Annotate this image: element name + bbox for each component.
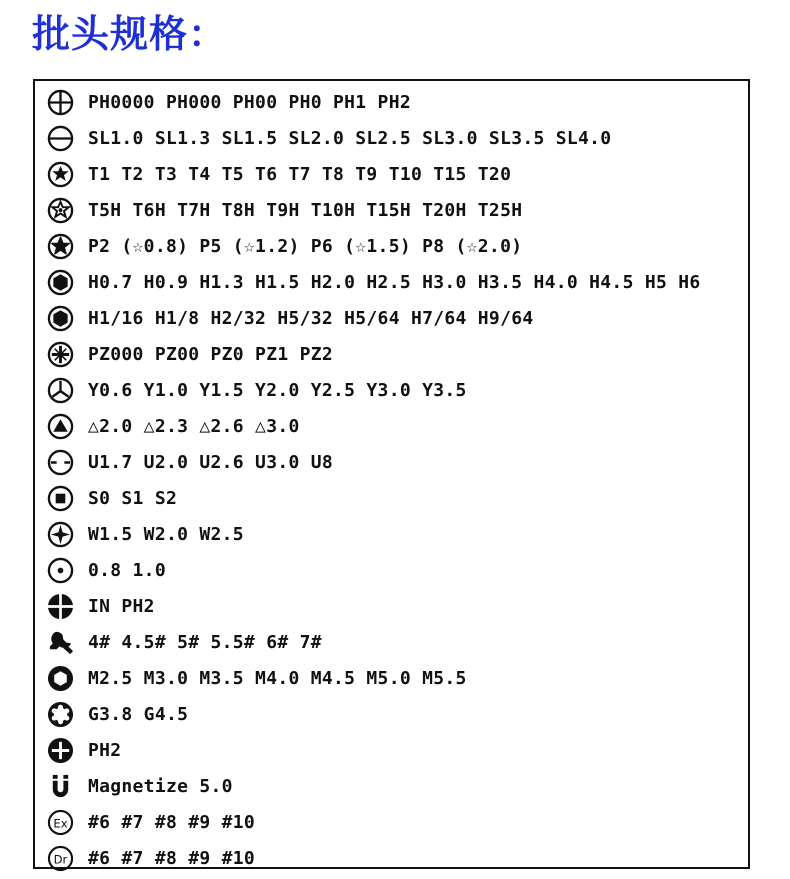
spec-row xyxy=(47,769,233,803)
spec-row xyxy=(47,661,467,695)
spec-row xyxy=(47,517,244,551)
spec-row xyxy=(47,157,511,191)
spec-text: W1.5 W2.0 W2.5 xyxy=(88,523,244,545)
spec-row xyxy=(47,265,701,299)
spec-text: △2.0 △2.3 △2.6 △3.0 xyxy=(88,415,300,437)
spec-row xyxy=(47,625,322,659)
spec-text: U1.7 U2.0 U2.6 U3.0 U8 xyxy=(88,451,334,473)
spec-text: Y0.6 Y1.0 Y1.5 Y2.0 Y2.5 Y3.0 Y3.5 xyxy=(88,379,467,401)
torx-icon xyxy=(47,161,74,188)
spec-row xyxy=(47,697,188,731)
page-title: 批头规格： xyxy=(32,12,228,56)
torx-security-icon xyxy=(47,197,74,224)
extension-icon xyxy=(47,809,74,836)
spec-text: #6 #7 #8 #9 #10 xyxy=(88,811,256,833)
svg-text:Dr: Dr xyxy=(53,851,68,866)
pozidriv-icon xyxy=(47,341,74,368)
spec-row xyxy=(47,733,121,767)
spec-text: S0 S1 S2 xyxy=(88,487,178,509)
pentalobe-icon xyxy=(47,233,74,260)
spec-row xyxy=(47,121,611,155)
phillips-filled-icon xyxy=(47,737,74,764)
hex-icon xyxy=(47,269,74,296)
spec-text: 4# 4.5# 5# 5.5# 6# 7# xyxy=(88,631,322,653)
spec-row xyxy=(47,481,177,515)
wrench-icon xyxy=(47,629,74,656)
spec-row xyxy=(47,301,533,335)
spec-text: T5H T6H T7H T8H T9H T10H T15H T20H T25H xyxy=(88,199,523,221)
spec-text: Magnetize 5.0 xyxy=(88,775,233,797)
spec-row xyxy=(47,85,411,119)
spec-text: 0.8 1.0 xyxy=(88,559,166,581)
cross-icon xyxy=(47,521,74,548)
driver-icon xyxy=(47,845,74,872)
spec-row xyxy=(47,337,333,371)
spec-text: IN PH2 xyxy=(88,595,155,617)
slotted-icon xyxy=(47,125,74,152)
spec-text: P2 (☆0.8) P5 (☆1.2) P6 (☆1.5) P8 (☆2.0) xyxy=(88,235,523,257)
spec-text: #6 #7 #8 #9 #10 xyxy=(88,847,256,869)
spec-row xyxy=(47,229,522,263)
spec-text: SL1.0 SL1.3 SL1.5 SL2.0 SL2.5 SL3.0 SL3.5 SL4.0 xyxy=(88,127,612,149)
spec-text: T1 T2 T3 T4 T5 T6 T7 T8 T9 T10 T15 T20 xyxy=(88,163,512,185)
spec-text: G3.8 G4.5 xyxy=(88,703,189,725)
gear-socket-icon xyxy=(47,701,74,728)
phillips-icon xyxy=(47,89,74,116)
spec-row xyxy=(47,445,333,479)
magnet-icon xyxy=(47,773,74,800)
spec-row xyxy=(47,589,155,623)
spec-row xyxy=(47,193,522,227)
spec-row xyxy=(47,373,467,407)
square-icon xyxy=(47,485,74,512)
phillips-solid-icon xyxy=(47,593,74,620)
u-shape-icon xyxy=(47,449,74,476)
svg-text:Ex: Ex xyxy=(53,815,68,830)
triangle-icon xyxy=(47,413,74,440)
spec-text: PH2 xyxy=(88,739,122,761)
spec-row xyxy=(47,805,255,839)
hex-socket-icon xyxy=(47,665,74,692)
spec-text: M2.5 M3.0 M3.5 M4.0 M4.5 M5.0 M5.5 xyxy=(88,667,467,689)
tri-wing-icon xyxy=(47,377,74,404)
spec-text: H1/16 H1/8 H2/32 H5/32 H5/64 H7/64 H9/64 xyxy=(88,307,534,329)
spec-row xyxy=(47,553,166,587)
point-icon xyxy=(47,557,74,584)
spec-text: PH0000 PH000 PH00 PH0 PH1 PH2 xyxy=(88,91,411,113)
spec-text: PZ000 PZ00 PZ0 PZ1 PZ2 xyxy=(88,343,334,365)
spec-row xyxy=(47,409,300,443)
hex-inch-icon xyxy=(47,305,74,332)
spec-list xyxy=(33,79,750,869)
spec-row xyxy=(47,841,255,875)
spec-text: H0.7 H0.9 H1.3 H1.5 H2.0 H2.5 H3.0 H3.5 H4.0 H4.5 H5 H6 xyxy=(88,271,701,293)
